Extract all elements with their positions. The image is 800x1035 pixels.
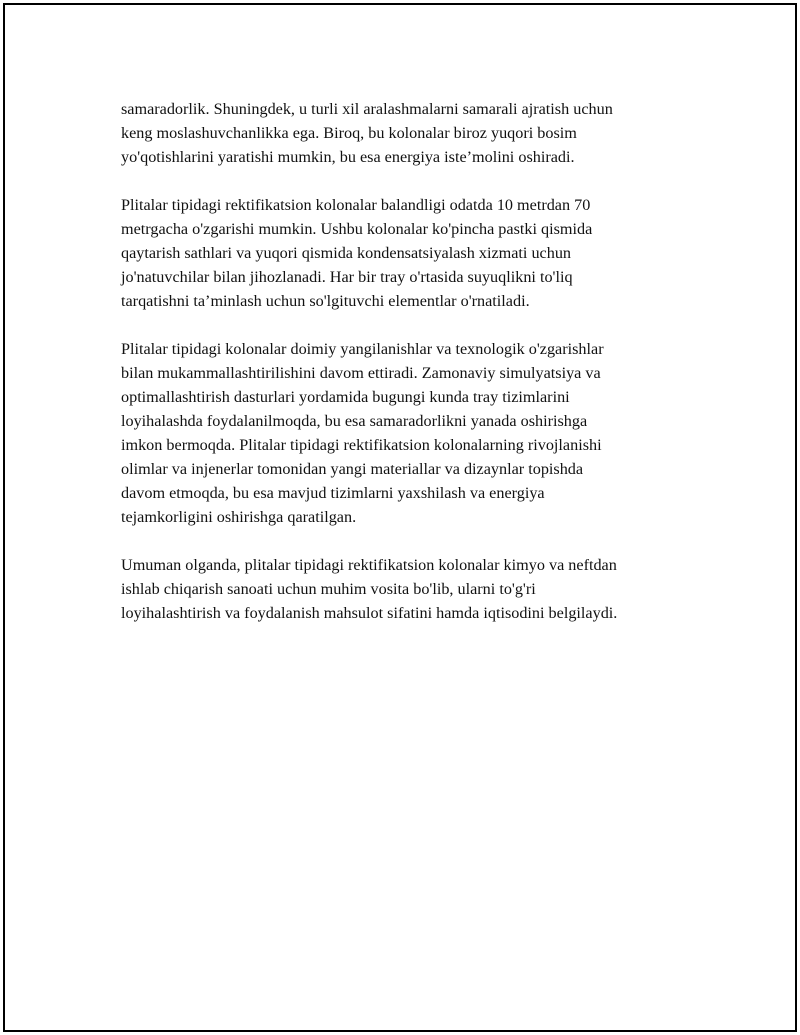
text-line: qaytarish sathlari va yuqori qismida kondensatsiyalash xizmati uchun xyxy=(121,244,572,262)
text-line: Umuman olganda, plitalar tipidagi rektifikatsion kolonalar kimyo va neftdan xyxy=(121,556,617,574)
text-line: tarqatishni ta’minlash uchun so'lgituvchi elementlar o'rnatiladi. xyxy=(121,292,530,310)
text-line: optimallashtirish dasturlari yordamida bugungi kunda tray tizimlarini xyxy=(121,388,570,406)
text-line: loyihalashtirish va foydalanish mahsulot sifatini hamda iqtisodini belgilaydi. xyxy=(121,604,618,622)
text-line: tejamkorligini oshirishga qaratilgan. xyxy=(121,508,357,526)
paragraph-2 xyxy=(121,193,693,313)
document-body xyxy=(121,97,693,649)
text-line: davom etmoqda, bu esa mavjud tizimlarni yaxshilash va energiya xyxy=(121,484,545,502)
text-line: loyihalashda foydalanilmoqda, bu esa samaradorlikni yanada oshirishga xyxy=(121,412,588,430)
text-line: metrgacha o'zgarishi mumkin. Ushbu kolonalar ko'pincha pastki qismida xyxy=(121,220,593,238)
text-line: keng moslashuvchanlikka ega. Biroq, bu kolonalar biroz yuqori bosim xyxy=(121,124,577,142)
paragraph-4 xyxy=(121,553,693,625)
text-line: Plitalar tipidagi rektifikatsion kolonalar balandligi odatda 10 metrdan 70 xyxy=(121,196,591,214)
paragraph-3 xyxy=(121,337,693,529)
document-page xyxy=(3,3,797,1032)
text-line: olimlar va injenerlar tomonidan yangi materiallar va dizaynlar topishda xyxy=(121,460,584,478)
text-line: imkon bermoqda. Plitalar tipidagi rektifikatsion kolonalarning rivojlanishi xyxy=(121,436,602,454)
text-line: Plitalar tipidagi kolonalar doimiy yangilanishlar va texnologik o'zgarishlar xyxy=(121,340,604,358)
text-line: ishlab chiqarish sanoati uchun muhim vosita bo'lib, ularni to'g'ri xyxy=(121,580,536,598)
text-line: yo'qotishlarini yaratishi mumkin, bu esa energiya iste’molini oshiradi. xyxy=(121,148,575,166)
text-line: samaradorlik. Shuningdek, u turli xil aralashmalarni samarali ajratish uchun xyxy=(121,100,613,118)
text-line: jo'natuvchilar bilan jihozlanadi. Har bir tray o'rtasida suyuqlikni to'liq xyxy=(121,268,573,286)
text-line: bilan mukammallashtirilishini davom ettiradi. Zamonaviy simulyatsiya va xyxy=(121,364,601,382)
paragraph-1 xyxy=(121,97,693,169)
